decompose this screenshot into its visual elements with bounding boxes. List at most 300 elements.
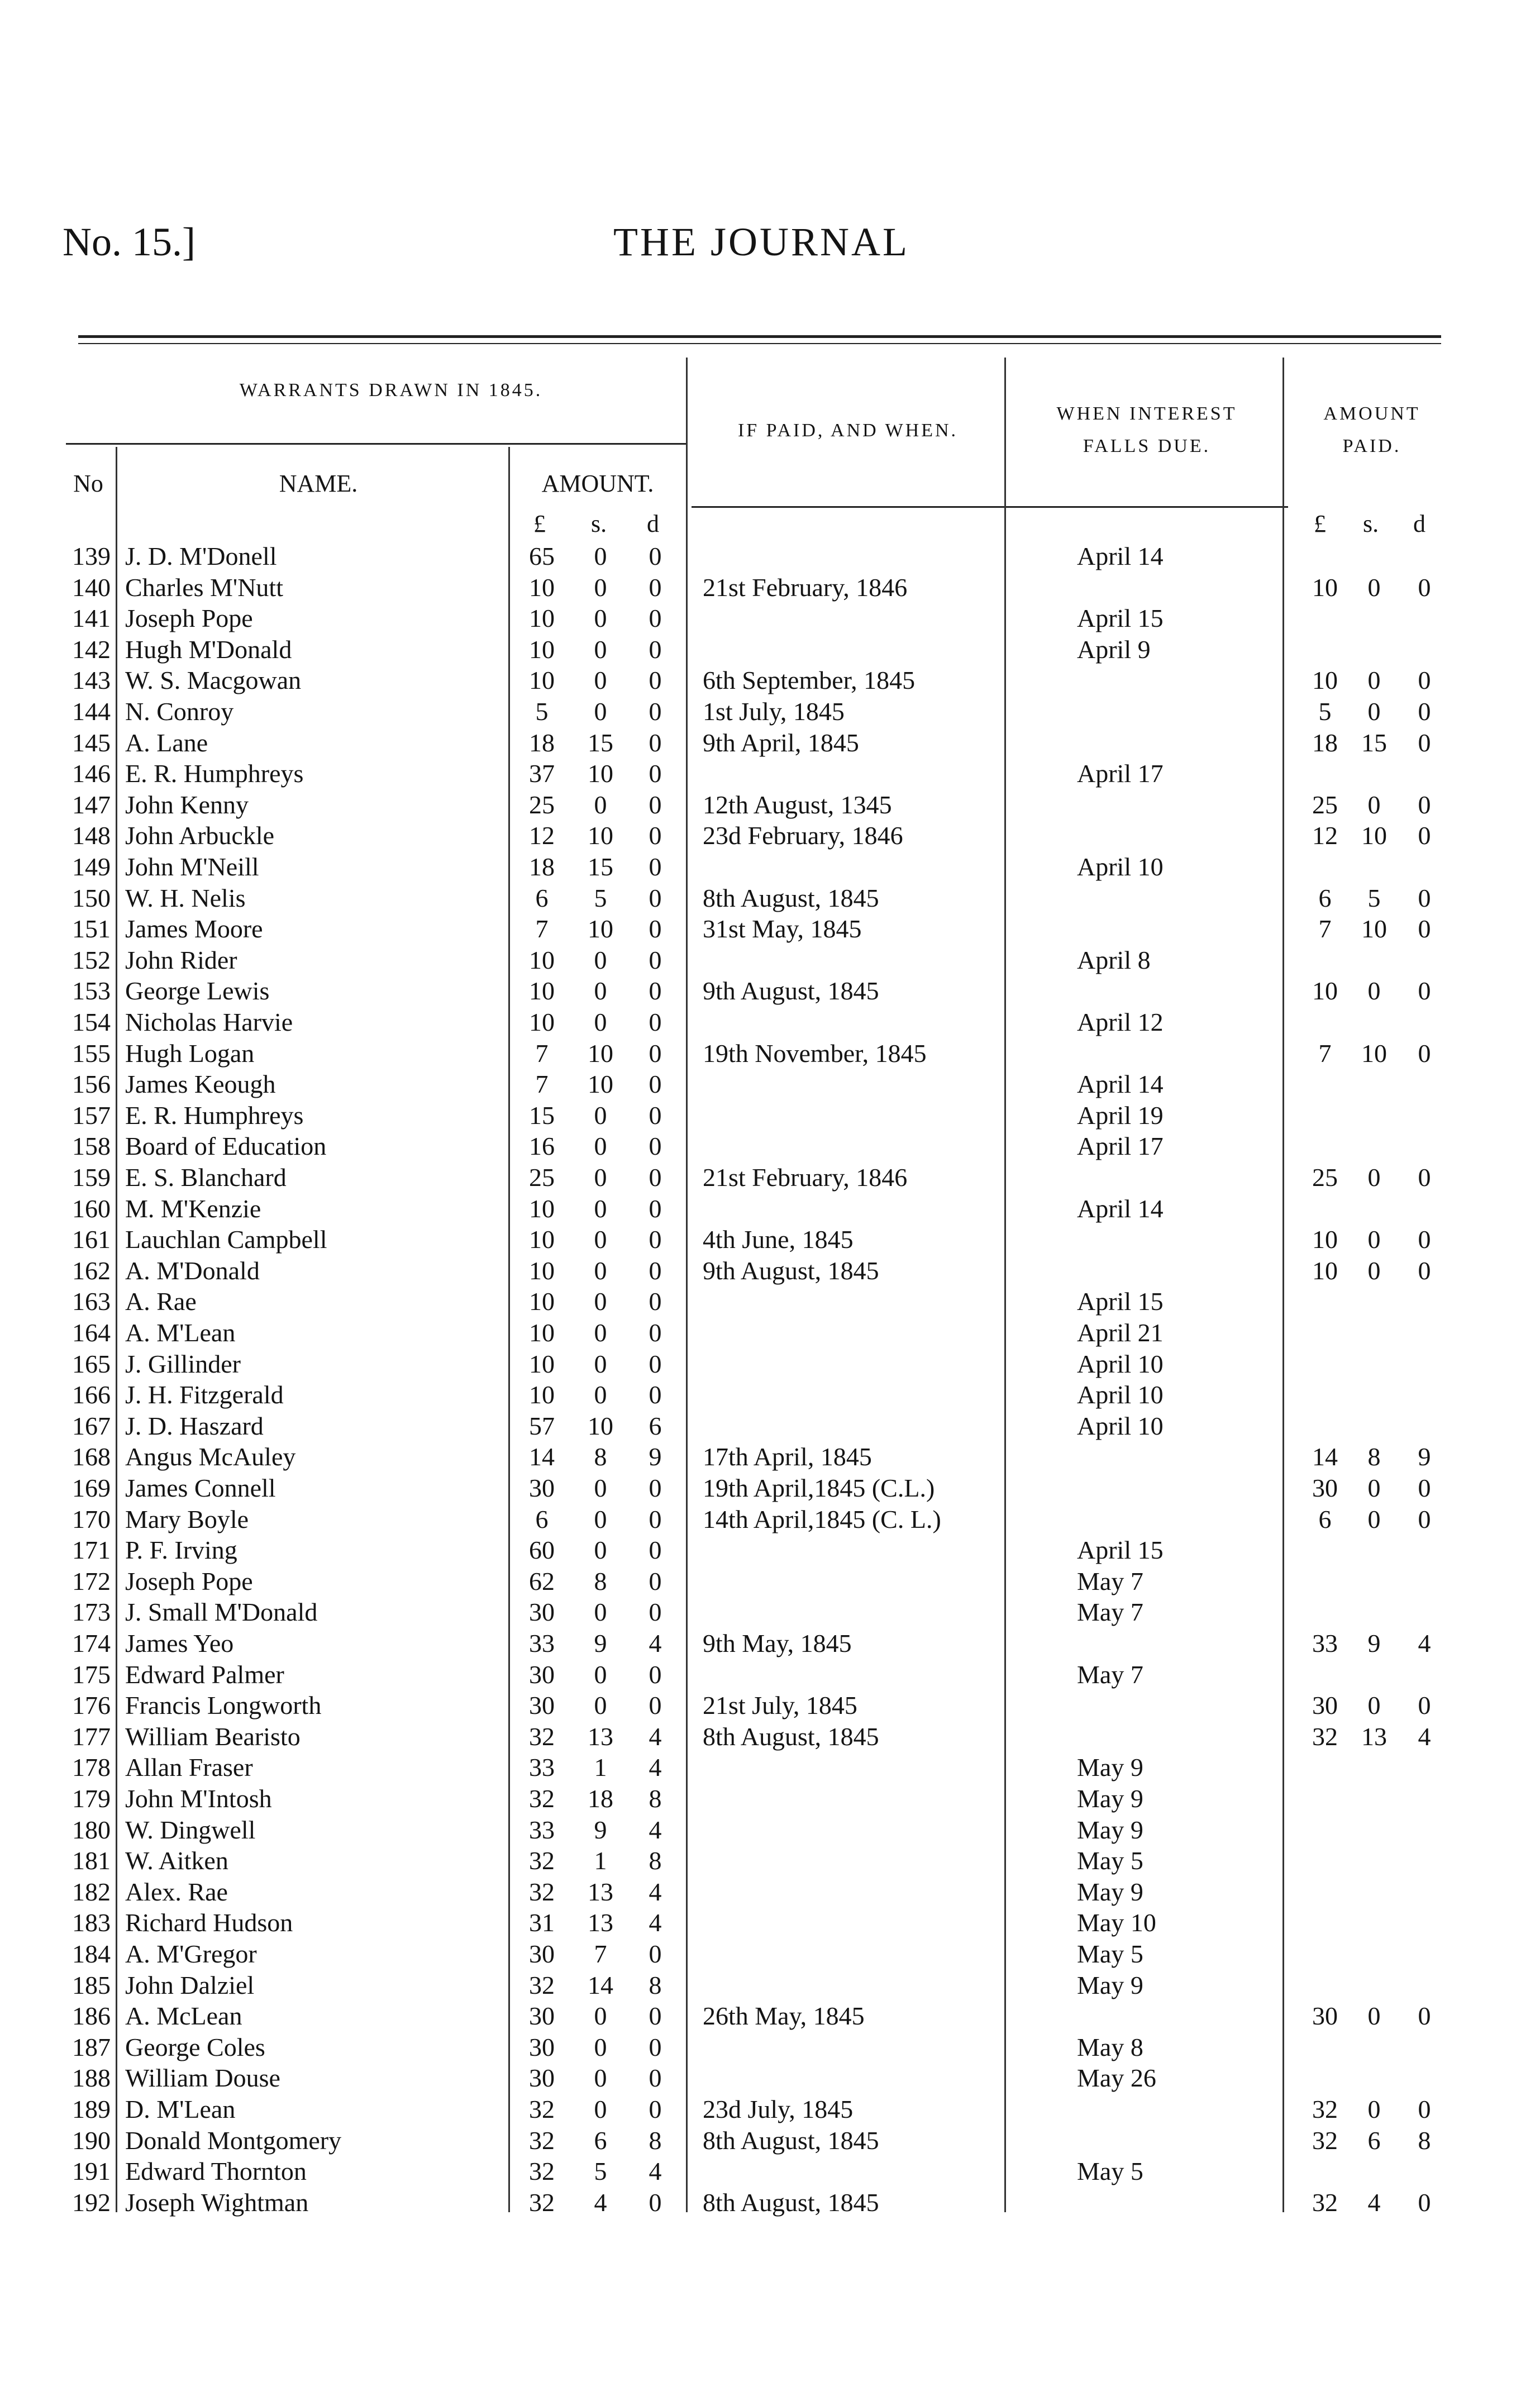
interest-due-date: April 14 — [1077, 1194, 1164, 1223]
amount-pounds: 32 — [529, 2157, 555, 2186]
interest-due-date: May 9 — [1077, 1877, 1143, 1906]
row-number: 182 — [72, 1877, 111, 1906]
payee-name: E. S. Blanchard — [125, 1163, 287, 1192]
table-row — [0, 1162, 1540, 1193]
table-row — [0, 541, 1540, 572]
amount-pounds: 33 — [529, 1753, 555, 1782]
unit-paid-pounds: £ — [1314, 510, 1326, 537]
interest-due-date: April 10 — [1077, 1380, 1164, 1409]
row-number: 185 — [72, 1970, 111, 1999]
paid-pounds: 7 — [1318, 914, 1332, 944]
col-header-amount-paid-1: AMOUNT — [1323, 403, 1420, 424]
paid-pounds: 30 — [1312, 1691, 1338, 1720]
payee-name: W. Dingwell — [125, 1815, 256, 1844]
amount-pence: 0 — [649, 1256, 662, 1285]
paid-date: 9th August, 1845 — [703, 1256, 879, 1285]
payee-name: Joseph Pope — [125, 1566, 253, 1595]
payee-name: John Arbuckle — [125, 821, 275, 850]
amount-pence: 0 — [649, 2002, 662, 2031]
table-row — [0, 945, 1540, 976]
table-row — [0, 572, 1540, 603]
table-row — [0, 1224, 1540, 1255]
amount-pounds: 30 — [529, 2064, 555, 2093]
table-row — [0, 1566, 1540, 1597]
payee-name: D. M'Lean — [125, 2095, 236, 2123]
row-number: 178 — [72, 1753, 111, 1782]
amount-shillings: 0 — [594, 1256, 607, 1285]
paid-pounds: 10 — [1312, 573, 1338, 602]
paid-pence: 0 — [1418, 1474, 1431, 1502]
paid-pounds: 7 — [1318, 1039, 1332, 1068]
amount-shillings: 0 — [594, 1349, 607, 1378]
paid-pence: 0 — [1418, 666, 1431, 695]
amount-pence: 0 — [649, 1194, 662, 1223]
payee-name: W. Aitken — [125, 1846, 228, 1875]
amount-shillings: 0 — [594, 573, 607, 602]
paid-shillings: 8 — [1367, 1442, 1381, 1471]
payee-name: Donald Montgomery — [125, 2126, 342, 2155]
row-number: 180 — [72, 1815, 111, 1844]
amount-pounds: 10 — [529, 635, 555, 664]
payee-name: A. McLean — [125, 2002, 242, 2031]
amount-pence: 4 — [649, 2157, 662, 2186]
paid-shillings: 9 — [1367, 1629, 1381, 1657]
amount-shillings: 0 — [594, 945, 607, 974]
payee-name: John M'Intosh — [125, 1784, 272, 1813]
row-number: 146 — [72, 759, 111, 788]
amount-pounds: 7 — [535, 1070, 549, 1099]
table-row — [0, 2062, 1540, 2094]
amount-shillings: 8 — [594, 1566, 607, 1595]
amount-shillings: 0 — [594, 635, 607, 664]
paid-shillings: 0 — [1367, 2095, 1381, 2123]
paid-pounds: 18 — [1312, 728, 1338, 757]
interest-due-date: May 9 — [1077, 1753, 1143, 1782]
amount-pounds: 10 — [529, 976, 555, 1006]
payee-name: J. Gillinder — [125, 1349, 241, 1378]
col-header-interest-2: FALLS DUE. — [1083, 436, 1211, 456]
amount-pence: 0 — [649, 1536, 662, 1565]
amount-pence: 9 — [649, 1442, 662, 1471]
amount-pounds: 10 — [529, 1287, 555, 1316]
amount-shillings: 13 — [588, 1877, 613, 1906]
row-number: 191 — [72, 2157, 111, 2186]
amount-pence: 0 — [649, 945, 662, 974]
interest-due-date: May 9 — [1077, 1970, 1143, 1999]
amount-shillings: 0 — [594, 1287, 607, 1316]
table-row — [0, 1286, 1540, 1317]
row-number: 147 — [72, 790, 111, 819]
paid-shillings: 0 — [1367, 1504, 1381, 1533]
amount-pence: 0 — [649, 1474, 662, 1502]
paid-date: 9th April, 1845 — [703, 728, 859, 757]
amount-pounds: 7 — [535, 914, 549, 944]
amount-shillings: 13 — [588, 1908, 613, 1937]
col-header-no: No — [73, 470, 103, 497]
row-number: 177 — [72, 1722, 111, 1751]
payee-name: John Kenny — [125, 790, 249, 819]
table-row — [0, 1628, 1540, 1659]
row-number: 175 — [72, 1660, 111, 1689]
amount-shillings: 0 — [594, 2002, 607, 2031]
interest-due-date: April 19 — [1077, 1101, 1164, 1130]
amount-pounds: 10 — [529, 1008, 555, 1036]
table-row — [0, 1379, 1540, 1411]
payee-name: J. D. M'Donell — [125, 542, 277, 570]
payee-name: Nicholas Harvie — [125, 1008, 293, 1036]
interest-due-date: May 26 — [1077, 2064, 1156, 2093]
table-row — [0, 1876, 1540, 1908]
amount-pounds: 65 — [529, 542, 555, 570]
amount-pounds: 31 — [529, 1908, 555, 1937]
amount-shillings: 0 — [594, 1225, 607, 1254]
amount-shillings: 0 — [594, 1536, 607, 1565]
payee-name: E. R. Humphreys — [125, 1101, 304, 1130]
paid-shillings: 0 — [1367, 1225, 1381, 1254]
paid-pounds: 32 — [1312, 1722, 1338, 1751]
paid-pence: 0 — [1418, 1163, 1431, 1192]
amount-pence: 8 — [649, 2126, 662, 2155]
table-row — [0, 2032, 1540, 2063]
paid-pence: 0 — [1418, 2188, 1431, 2217]
row-number: 155 — [72, 1039, 111, 1068]
amount-pounds: 32 — [529, 1877, 555, 1906]
paid-pence: 0 — [1418, 697, 1431, 726]
paid-shillings: 15 — [1361, 728, 1387, 757]
paid-shillings: 0 — [1367, 1256, 1381, 1285]
payee-name: Angus McAuley — [125, 1442, 296, 1471]
row-number: 139 — [72, 542, 111, 570]
interest-due-date: May 7 — [1077, 1598, 1143, 1627]
payee-name: A. Rae — [125, 1287, 197, 1316]
paid-pounds: 5 — [1318, 697, 1332, 726]
table-row — [0, 2156, 1540, 2187]
interest-due-date: April 21 — [1077, 1318, 1164, 1347]
paid-pence: 0 — [1418, 976, 1431, 1006]
paid-date: 21st February, 1846 — [703, 573, 908, 602]
amount-shillings: 0 — [594, 1380, 607, 1409]
payee-name: Board of Education — [125, 1132, 327, 1161]
table-row — [0, 1349, 1540, 1380]
paid-pence: 0 — [1418, 2002, 1431, 2031]
amount-pounds: 10 — [529, 573, 555, 602]
row-number: 192 — [72, 2188, 111, 2217]
amount-pence: 0 — [649, 759, 662, 788]
payee-name: George Lewis — [125, 976, 270, 1006]
amount-pounds: 7 — [535, 1039, 549, 1068]
paid-pounds: 25 — [1312, 1163, 1338, 1192]
amount-pence: 0 — [649, 635, 662, 664]
interest-due-date: April 15 — [1077, 604, 1164, 633]
amount-shillings: 0 — [594, 790, 607, 819]
amount-pounds: 32 — [529, 2188, 555, 2217]
amount-shillings: 7 — [594, 1940, 607, 1968]
amount-pounds: 30 — [529, 2032, 555, 2061]
amount-shillings: 0 — [594, 976, 607, 1006]
payee-name: James Moore — [125, 914, 263, 944]
payee-name: Edward Thornton — [125, 2157, 307, 2186]
amount-pence: 0 — [649, 697, 662, 726]
amount-pence: 6 — [649, 1411, 662, 1440]
amount-shillings: 0 — [594, 1318, 607, 1347]
row-number: 151 — [72, 914, 111, 944]
table-row — [0, 1411, 1540, 1442]
amount-pounds: 10 — [529, 604, 555, 633]
paid-shillings: 10 — [1361, 1039, 1387, 1068]
row-number: 158 — [72, 1132, 111, 1161]
amount-pence: 0 — [649, 1660, 662, 1689]
row-number: 143 — [72, 666, 111, 695]
table-row — [0, 1970, 1540, 2001]
table-row — [0, 1504, 1540, 1535]
paid-date: 12th August, 1345 — [703, 790, 892, 819]
row-number: 153 — [72, 976, 111, 1006]
amount-pence: 0 — [649, 1691, 662, 1720]
amount-shillings: 1 — [594, 1846, 607, 1875]
table-row — [0, 883, 1540, 914]
table-row — [0, 665, 1540, 696]
paid-date: 1st July, 1845 — [703, 697, 845, 726]
paid-pounds: 32 — [1312, 2188, 1338, 2217]
table-row — [0, 1907, 1540, 1938]
row-number: 190 — [72, 2126, 111, 2155]
paid-shillings: 0 — [1367, 2002, 1381, 2031]
row-number: 171 — [72, 1536, 111, 1565]
amount-pounds: 5 — [535, 697, 549, 726]
warrants-heading: WARRANTS DRAWN IN 1845. — [239, 380, 543, 401]
interest-due-date: April 15 — [1077, 1287, 1164, 1316]
amount-pounds: 10 — [529, 1349, 555, 1378]
amount-pence: 0 — [649, 1318, 662, 1347]
table-row — [0, 1100, 1540, 1131]
amount-pounds: 25 — [529, 1163, 555, 1192]
amount-pounds: 14 — [529, 1442, 555, 1471]
table-row — [0, 2094, 1540, 2125]
amount-pence: 0 — [649, 2095, 662, 2123]
amount-pence: 0 — [649, 852, 662, 881]
row-number: 142 — [72, 635, 111, 664]
table-row — [0, 1535, 1540, 1566]
amount-pence: 8 — [649, 1970, 662, 1999]
amount-shillings: 10 — [588, 759, 613, 788]
amount-pounds: 30 — [529, 1691, 555, 1720]
paid-pence: 0 — [1418, 1256, 1431, 1285]
amount-pence: 0 — [649, 883, 662, 912]
row-number: 159 — [72, 1163, 111, 1192]
amount-shillings: 0 — [594, 1660, 607, 1689]
amount-pounds: 6 — [535, 883, 549, 912]
paid-date: 8th August, 1845 — [703, 2188, 879, 2217]
row-number: 166 — [72, 1380, 111, 1409]
table-row — [0, 2187, 1540, 2218]
paid-date: 21st February, 1846 — [703, 1163, 908, 1192]
col-header-amount: AMOUNT. — [541, 470, 654, 497]
paid-pence: 0 — [1418, 728, 1431, 757]
row-number: 157 — [72, 1101, 111, 1130]
amount-pounds: 57 — [529, 1411, 555, 1440]
paid-pounds: 6 — [1318, 1504, 1332, 1533]
unit-shillings: s. — [591, 510, 607, 537]
table-row — [0, 1845, 1540, 1876]
paid-date: 17th April, 1845 — [703, 1442, 872, 1471]
paid-pence: 9 — [1418, 1442, 1431, 1471]
payee-name: J. H. Fitzgerald — [125, 1380, 284, 1409]
table-row — [0, 851, 1540, 883]
amount-shillings: 0 — [594, 542, 607, 570]
amount-pence: 0 — [649, 1132, 662, 1161]
amount-pounds: 30 — [529, 2002, 555, 2031]
amount-pounds: 32 — [529, 1846, 555, 1875]
interest-due-date: April 12 — [1077, 1008, 1164, 1036]
row-number: 156 — [72, 1070, 111, 1099]
paid-date: 23d July, 1845 — [703, 2095, 854, 2123]
row-number: 162 — [72, 1256, 111, 1285]
payee-name: John Dalziel — [125, 1970, 255, 1999]
row-number: 181 — [72, 1846, 111, 1875]
paid-date: 31st May, 1845 — [703, 914, 862, 944]
interest-due-date: May 5 — [1077, 1940, 1143, 1968]
amount-pounds: 33 — [529, 1629, 555, 1657]
payee-name: E. R. Humphreys — [125, 759, 304, 788]
payee-name: W. H. Nelis — [125, 883, 246, 912]
interest-due-date: May 5 — [1077, 1846, 1143, 1875]
amount-shillings: 9 — [594, 1815, 607, 1844]
amount-pence: 0 — [649, 728, 662, 757]
payee-name: Joseph Wightman — [125, 2188, 309, 2217]
paid-pounds: 10 — [1312, 1225, 1338, 1254]
row-number: 150 — [72, 883, 111, 912]
table-row — [0, 1131, 1540, 1162]
amount-pounds: 16 — [529, 1132, 555, 1161]
amount-pence: 0 — [649, 821, 662, 850]
page-number: No. 15.] — [63, 220, 196, 264]
table-row — [0, 758, 1540, 789]
amount-pounds: 62 — [529, 1566, 555, 1595]
amount-pence: 0 — [649, 1163, 662, 1192]
amount-pence: 0 — [649, 1504, 662, 1533]
amount-pounds: 18 — [529, 852, 555, 881]
amount-shillings: 10 — [588, 821, 613, 850]
col-header-interest-1: WHEN INTEREST — [1056, 403, 1237, 424]
paid-pence: 4 — [1418, 1629, 1431, 1657]
table-row — [0, 1721, 1540, 1752]
amount-pence: 4 — [649, 1629, 662, 1657]
paid-pounds: 32 — [1312, 2126, 1338, 2155]
paid-pence: 0 — [1418, 790, 1431, 819]
payee-name: M. M'Kenzie — [125, 1194, 261, 1223]
payee-name: A. M'Lean — [125, 1318, 236, 1347]
table-row — [0, 789, 1540, 821]
amount-pence: 0 — [649, 1225, 662, 1254]
amount-pence: 0 — [649, 1349, 662, 1378]
paid-date: 8th August, 1845 — [703, 1722, 879, 1751]
amount-pounds: 10 — [529, 945, 555, 974]
payee-name: Mary Boyle — [125, 1504, 249, 1533]
amount-pence: 0 — [649, 914, 662, 944]
table-row — [0, 727, 1540, 759]
amount-pounds: 18 — [529, 728, 555, 757]
amount-shillings: 0 — [594, 1101, 607, 1130]
amount-pence: 0 — [649, 1940, 662, 1968]
paid-shillings: 0 — [1367, 790, 1381, 819]
amount-shillings: 0 — [594, 666, 607, 695]
payee-name: Alex. Rae — [125, 1877, 228, 1906]
amount-pence: 0 — [649, 2032, 662, 2061]
page-title: THE JOURNAL — [613, 220, 909, 264]
amount-pounds: 10 — [529, 1225, 555, 1254]
payee-name: J. Small M'Donald — [125, 1598, 318, 1627]
amount-pence: 4 — [649, 1815, 662, 1844]
payee-name: J. D. Haszard — [125, 1411, 264, 1440]
paid-pounds: 33 — [1312, 1629, 1338, 1657]
unit-pounds: £ — [533, 510, 546, 537]
paid-shillings: 0 — [1367, 666, 1381, 695]
paid-pounds: 10 — [1312, 1256, 1338, 1285]
amount-pounds: 32 — [529, 1784, 555, 1813]
table-row — [0, 1597, 1540, 1628]
table-row — [0, 1938, 1540, 1970]
row-number: 188 — [72, 2064, 111, 2093]
amount-pence: 4 — [649, 1722, 662, 1751]
table-row — [0, 603, 1540, 634]
paid-date: 6th September, 1845 — [703, 666, 916, 695]
amount-pounds: 60 — [529, 1536, 555, 1565]
amount-pounds: 32 — [529, 1722, 555, 1751]
payee-name: Joseph Pope — [125, 604, 253, 633]
interest-due-date: April 10 — [1077, 1411, 1164, 1440]
paid-pounds: 10 — [1312, 976, 1338, 1006]
paid-pence: 0 — [1418, 883, 1431, 912]
amount-shillings: 0 — [594, 1691, 607, 1720]
row-number: 174 — [72, 1629, 111, 1657]
table-row — [0, 1783, 1540, 1814]
row-number: 176 — [72, 1691, 111, 1720]
paid-shillings: 0 — [1367, 976, 1381, 1006]
amount-shillings: 18 — [588, 1784, 613, 1813]
paid-date: 9th May, 1845 — [703, 1629, 852, 1657]
row-number: 170 — [72, 1504, 111, 1533]
amount-pence: 8 — [649, 1784, 662, 1813]
amount-pence: 8 — [649, 1846, 662, 1875]
amount-pence: 0 — [649, 1039, 662, 1068]
row-number: 168 — [72, 1442, 111, 1471]
row-number: 149 — [72, 852, 111, 881]
paid-pounds: 10 — [1312, 666, 1338, 695]
table-row — [0, 1473, 1540, 1504]
amount-pounds: 10 — [529, 1194, 555, 1223]
col-header-name: NAME. — [279, 470, 358, 497]
interest-due-date: April 17 — [1077, 759, 1164, 788]
amount-pounds: 10 — [529, 666, 555, 695]
payee-name: Edward Palmer — [125, 1660, 284, 1689]
unit-paid-pence: d — [1413, 510, 1425, 537]
amount-shillings: 5 — [594, 883, 607, 912]
paid-shillings: 13 — [1361, 1722, 1387, 1751]
table-row — [0, 634, 1540, 665]
paid-date: 9th August, 1845 — [703, 976, 879, 1006]
row-number: 154 — [72, 1008, 111, 1036]
payee-name: George Coles — [125, 2032, 265, 2061]
amount-shillings: 0 — [594, 1474, 607, 1502]
paid-shillings: 0 — [1367, 573, 1381, 602]
amount-pounds: 25 — [529, 790, 555, 819]
payee-name: John Rider — [125, 945, 237, 974]
amount-pounds: 30 — [529, 1598, 555, 1627]
row-number: 145 — [72, 728, 111, 757]
payee-name: Allan Fraser — [125, 1753, 253, 1782]
interest-due-date: April 15 — [1077, 1536, 1164, 1565]
paid-pence: 0 — [1418, 2095, 1431, 2123]
